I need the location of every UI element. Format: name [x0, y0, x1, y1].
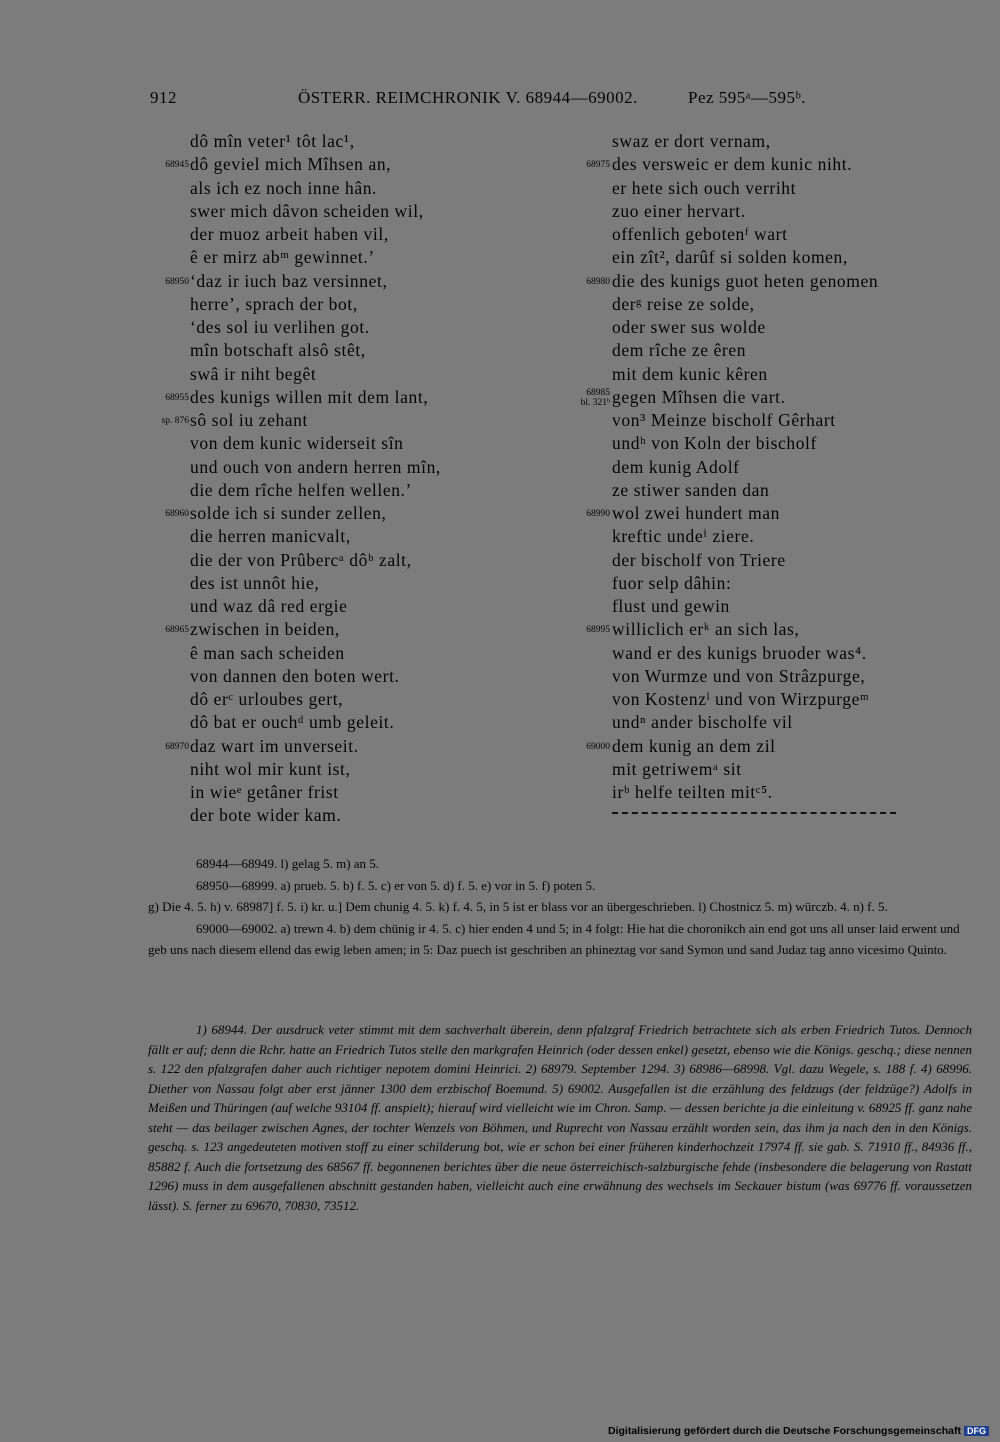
column-end-rule: [612, 812, 896, 814]
dfg-logo: DFG: [964, 1426, 989, 1436]
line-number: 68975: [586, 160, 610, 171]
verse-line: der muoz arbeit haben vil,: [190, 224, 389, 244]
line-number: 68970: [165, 741, 189, 752]
line-number: 68985: [586, 387, 610, 398]
footnotes: 1) 68944. Der ausdruck veter stimmt mit dem sachverhalt überein, denn pfalzgraf Friedrich betrachtete sich als erben Friedrich Tutos. Dennoch fällt er auf; denn die Rchr. hatte an Friedrich Tutos stelle den markgrafen Heinrich (oder dessen enkel) gesetzt, ebenso wie die Königs. geschq.; diese nennen s. 122 den pfalzgrafen daher auch richtiger nepotem domini Heinrici. 2) 68979. September 1294. 3) 68986—68998. Vgl. dazu Wegele, s. 188 f. 4) 68996. Diether von Nassau folgt aber erst jänner 1300 dem erzbischof Boemund. 5) 69002. Ausgefallen ist die erzählung des feldzugs (der feldzüge?) Adolfs in Meißen und Thüringen (auf welche 93104 ff. anspielt); hierauf wird vielleicht wie im Chron. Samp. — dessen berichte ja die einleitung v. 68925 ff. ganz nahe steht — das beilager zwischen Agnes, der tochter Wenzels von Böhmen, und Ruprecht von Nassau erzählt worden sein, das ihm ja nach den in den Königs. geschq. s. 123 angedeuteten motiven stoff zu einer schilderung bot, wie er schon bei einer früheren kinderhochzeit 17974 ff. sie gab. S. 71910 ff., 84936 ff., 85882 f. Auch die fortsetzung des 68567 ff. begonnenen berichtes über die neue österreichisch-salzburgische fehde (insbesondere die belagerung von Rastatt 1296) muss in dem ausgefallenen abschnitt gestanden haben, vielleicht auch eine erwähnung des wechsels im Seckauer bistum (was 69776 ff. voraussetzen lässt). S. ferner zu 69670, 70830, 73512.: [148, 1022, 972, 1213]
verse-line: die dem rîche helfen wellen.’: [190, 479, 412, 500]
line-number: 68995: [586, 625, 610, 636]
verse-line: zuo einer hervart.: [612, 200, 746, 221]
pez-reference: Pez 595ᵃ—595ᵇ.: [688, 88, 806, 107]
page-number: 912: [150, 88, 177, 107]
verse-line: wol zwei hundert man: [612, 503, 780, 523]
verse-line: ‘daz ir iuch baz versinnet,: [190, 270, 388, 291]
apparatus-line: g) Die 4. 5. h) v. 68987] f. 5. i) kr. u.] Dem chunig 4. 5. k) f. 4. 5, in 5 ist er blass vor an übergeschrieben. l) Chostnicz 5. m) würczb. 4. n) f. 5.: [148, 899, 888, 914]
apparatus-line: 69000—69002. a) trewn 4. b) dem chünig ir 4. 5. c) hier enden 4 und 5; in 4 folgt: Hie hat die choronikch ain end got uns all unser laid erwent und geb uns nach diesem ellend das ewig leben amen; in 5: Daz puech ist geschriben an phineztag vor sand Symon und sand Judaz tag anno vicesimo Quinto.: [148, 920, 960, 957]
verse-line: ê er mirz abᵐ gewinnet.’: [190, 247, 375, 268]
verse-line: mit getriwemᵃ sit: [612, 758, 742, 779]
verse-line: swer mich dâvon scheiden wil,: [190, 200, 424, 221]
dfg-credit-text: Digitalisierung gefördert durch die Deutsche Forschungsgemeinschaft: [608, 1425, 961, 1437]
verse-line: des versweic er dem kunic niht.: [612, 154, 853, 175]
verse-line: von³ Meinze bischolf Gêrhart: [612, 410, 836, 430]
line-number: 68990: [586, 509, 610, 519]
verse-line: ein zît², darûf si solden komen,: [612, 247, 848, 268]
line-number: sp. 876: [161, 416, 189, 426]
verse-line: undⁿ ander bischolfe vil: [612, 712, 793, 733]
verse-line: dem kunig an dem zil: [612, 735, 776, 756]
verse-line: in wieᵉ getâner frist: [190, 782, 339, 802]
verse-line: dem kunig Adolf: [612, 456, 740, 477]
running-title: ÖSTERR. REIMCHRONIK V. 68944—69002.: [298, 88, 638, 107]
verse-line: gegen Mîhsen die vart.: [612, 386, 786, 407]
verse-line: irᵇ helfe teilten mitᶜ⁵.: [612, 782, 773, 802]
verse-line: undʰ von Koln der bischolf: [612, 433, 817, 454]
verse-line: offenlich gebotenᶠ wart: [612, 224, 788, 244]
verse-line: von dannen den boten wert.: [190, 665, 400, 686]
line-number: 68945: [165, 160, 189, 171]
verse-line: dô erᶜ urloubes gert,: [190, 689, 344, 709]
verse-line: niht wol mir kunt ist,: [190, 758, 351, 779]
verse-line: flust und gewin: [612, 596, 730, 616]
verse-line: und ouch von andern herren mîn,: [190, 456, 441, 477]
verse-line: des kunigs willen mit dem lant,: [190, 386, 429, 407]
line-number: 69000: [586, 741, 610, 752]
line-number: 68980: [586, 276, 610, 287]
verse-line: kreftic undeⁱ ziere.: [612, 526, 755, 547]
dfg-credit: [608, 1425, 989, 1437]
verse-line: ze stiwer sanden dan: [612, 479, 770, 500]
verse-line: ‘des sol iu verlihen got.: [190, 317, 370, 337]
verse-line: wand er des kunigs bruoder was⁴.: [612, 642, 867, 663]
verse-line: und waz dâ red ergie: [190, 596, 348, 616]
critical-apparatus: [148, 853, 972, 961]
verse-line: fuor selp dâhin:: [612, 572, 732, 593]
verse-line: die der von Prûbercᵃ dôᵇ zalt,: [190, 549, 412, 570]
line-number: 68965: [165, 625, 189, 636]
verse-line: dem rîche ze êren: [612, 340, 747, 361]
apparatus-line: 68950—68999. a) prueb. 5. b) f. 5. c) er von 5. d) f. 5. e) vor in 5. f) poten 5.: [196, 877, 596, 893]
verse-line: der bischolf von Triere: [612, 549, 786, 570]
verse-line: als ich ez noch inne hân.: [190, 177, 378, 198]
verse-line: der bote wider kam.: [190, 805, 342, 826]
line-number: 68960: [165, 509, 189, 519]
verse-line: oder swer sus wolde: [612, 317, 766, 337]
verse-line: dô bat er ouchᵈ umb geleit.: [190, 712, 395, 733]
apparatus-line: 68944—68949. l) gelag 5. m) an 5.: [196, 856, 380, 871]
verse-line: von Wurmze und von Strâzpurge,: [612, 665, 866, 686]
verse-line: mîn botschaft alsô stêt,: [190, 340, 366, 361]
verse-line: sô sol iu zehant: [190, 410, 308, 430]
verse-line: des ist unnôt hie,: [190, 572, 320, 593]
line-number: 68950: [165, 276, 189, 287]
verse-line: zwischen in beiden,: [190, 619, 340, 640]
verse-line: solde ich si sunder zellen,: [190, 503, 387, 523]
verse-line: er hete sich ouch verriht: [612, 177, 797, 198]
verse-line: die herren manicvalt,: [190, 526, 351, 547]
verse-line: die des kunigs guot heten genomen: [612, 270, 879, 291]
verse-line: swâ ir niht begêt: [190, 363, 317, 384]
verse-line: von dem kunic widerseit sîn: [190, 433, 404, 454]
verse-line: ê man sach scheiden: [190, 642, 345, 663]
verse-line: dô geviel mich Mîhsen an,: [190, 154, 392, 175]
leaf-reference: bl. 321ᵇ: [580, 397, 610, 408]
verse-line: von Kostenzˡ und von Wirzpurgeᵐ: [612, 689, 870, 709]
verse-line: williclich erᵏ an sich las,: [612, 619, 800, 640]
verse-line: mit dem kunic kêren: [612, 363, 768, 384]
verse-line: herre’, sprach der bot,: [190, 293, 358, 314]
verse-line: dô mîn veter¹ tôt lac¹,: [190, 131, 355, 151]
line-number: 68955: [165, 392, 189, 403]
verse-line: swaz er dort vernam,: [612, 131, 771, 151]
verse-line: daz wart im unverseit.: [190, 735, 359, 756]
verse-line: derᵍ reise ze solde,: [612, 293, 755, 314]
